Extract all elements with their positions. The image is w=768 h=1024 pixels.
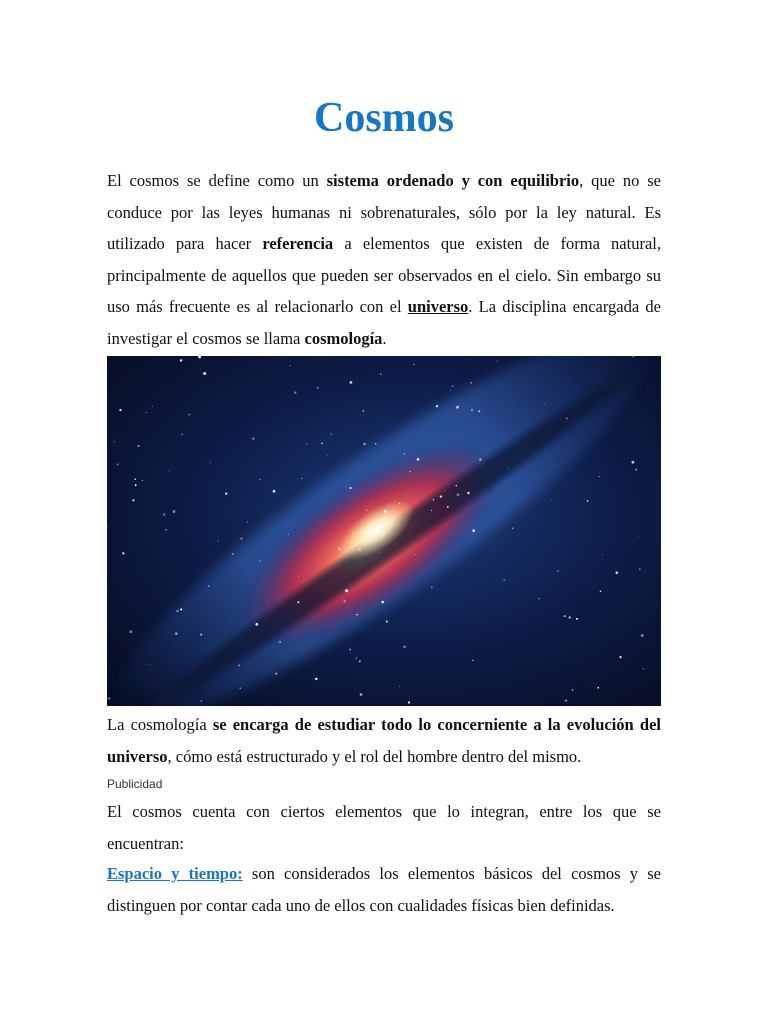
text: , cómo está estructurado y el rol del hombre dentro del mismo. xyxy=(167,746,582,766)
star xyxy=(350,487,352,489)
star xyxy=(440,495,442,497)
text: El cosmos se define como un xyxy=(107,171,327,190)
star xyxy=(415,554,416,555)
star xyxy=(472,660,473,661)
star xyxy=(431,510,432,511)
star xyxy=(447,506,449,508)
star xyxy=(403,645,406,648)
star xyxy=(539,598,540,599)
star xyxy=(355,658,357,660)
star xyxy=(576,618,578,620)
text: son considerados los elementos básicos del cosmos y se distinguen por contar cada uno de ellos con cualidades físicas bien definidas. xyxy=(107,864,661,915)
star xyxy=(512,528,513,529)
space-time-link[interactable]: Espacio y tiempo: xyxy=(107,864,243,883)
star xyxy=(632,461,635,464)
star xyxy=(132,499,134,501)
star xyxy=(317,387,319,389)
star xyxy=(238,664,240,666)
star xyxy=(381,601,384,604)
star xyxy=(349,381,352,384)
star xyxy=(404,453,406,455)
star xyxy=(259,479,261,481)
star xyxy=(470,382,472,384)
star xyxy=(122,552,124,554)
ad-label: Publicidad xyxy=(107,777,163,791)
star xyxy=(252,438,254,440)
star xyxy=(345,589,348,592)
star xyxy=(270,705,271,706)
star xyxy=(564,615,566,617)
star xyxy=(399,686,400,687)
star xyxy=(508,468,509,469)
star xyxy=(301,478,302,479)
star xyxy=(479,458,482,461)
star xyxy=(176,610,179,613)
star xyxy=(566,418,568,420)
star xyxy=(298,576,299,577)
star xyxy=(255,623,258,626)
star xyxy=(433,499,434,500)
star xyxy=(119,409,121,411)
star xyxy=(619,656,621,658)
star xyxy=(240,538,242,540)
star xyxy=(600,590,602,592)
star xyxy=(399,503,400,504)
text: La cosmología xyxy=(107,715,213,734)
galaxy-image xyxy=(107,356,661,706)
star xyxy=(359,660,361,662)
star xyxy=(456,406,459,409)
star xyxy=(180,608,182,610)
star xyxy=(180,359,182,361)
star xyxy=(273,490,276,493)
star xyxy=(497,361,498,362)
star xyxy=(315,678,317,680)
text: . xyxy=(382,328,387,348)
star xyxy=(306,443,307,444)
star xyxy=(169,470,170,471)
star xyxy=(504,579,505,580)
bold-term: cosmología xyxy=(304,328,383,348)
star xyxy=(338,547,340,549)
star xyxy=(417,458,420,461)
star xyxy=(189,414,190,415)
bold-term: se encarga de estudiar todo lo concerniente a la evolución del universo xyxy=(107,715,661,766)
star xyxy=(456,485,457,486)
star xyxy=(358,548,361,551)
star xyxy=(172,510,175,513)
star xyxy=(363,443,366,446)
page-title: Cosmos xyxy=(313,95,454,141)
star xyxy=(165,529,167,531)
star xyxy=(290,365,291,366)
star xyxy=(297,601,299,603)
star xyxy=(587,500,589,502)
star xyxy=(638,536,639,537)
star xyxy=(200,369,201,370)
paragraph-space-time xyxy=(107,858,661,921)
star xyxy=(616,571,619,574)
star xyxy=(108,697,110,699)
star xyxy=(288,534,289,535)
star xyxy=(203,372,206,375)
star xyxy=(565,699,567,701)
star xyxy=(275,673,277,675)
star xyxy=(598,476,599,477)
paragraph-cosmology xyxy=(107,709,661,772)
star xyxy=(360,693,363,696)
star xyxy=(349,649,351,651)
star xyxy=(551,500,552,501)
star xyxy=(378,552,379,553)
star xyxy=(641,634,644,637)
star xyxy=(343,600,345,602)
bold-term: referencia xyxy=(262,234,334,253)
star xyxy=(467,492,469,494)
star xyxy=(445,490,446,491)
star xyxy=(469,358,470,359)
star xyxy=(330,433,332,435)
paragraph-definition xyxy=(107,165,661,354)
star xyxy=(431,586,433,588)
star xyxy=(457,493,460,496)
star xyxy=(149,664,150,665)
star xyxy=(254,690,255,691)
star xyxy=(142,480,143,481)
star xyxy=(163,513,165,515)
star xyxy=(146,412,147,413)
star xyxy=(352,533,353,534)
star xyxy=(384,510,387,513)
star xyxy=(635,469,637,471)
star xyxy=(597,687,599,689)
star xyxy=(260,560,261,561)
star xyxy=(240,687,241,688)
star xyxy=(362,410,364,412)
star xyxy=(544,403,545,404)
star xyxy=(201,700,203,702)
paragraph-elements: El cosmos cuenta con ciertos elementos que lo integran, entre los que se encuentran: xyxy=(107,802,661,853)
star xyxy=(557,570,559,572)
star xyxy=(327,455,328,456)
star xyxy=(452,385,454,387)
star xyxy=(152,406,153,407)
star xyxy=(217,540,219,542)
star xyxy=(279,641,281,643)
star xyxy=(294,392,296,394)
star xyxy=(232,553,234,555)
star xyxy=(375,443,377,445)
star xyxy=(117,463,119,465)
star xyxy=(386,620,388,622)
star xyxy=(225,493,227,495)
star xyxy=(138,445,140,447)
star xyxy=(413,364,415,366)
star xyxy=(371,501,372,502)
star xyxy=(408,701,410,703)
star xyxy=(410,471,411,472)
star xyxy=(478,410,480,412)
star xyxy=(181,434,183,436)
star xyxy=(321,443,322,444)
star xyxy=(208,585,209,586)
universe-term: universo xyxy=(407,297,469,316)
text: a elementos que existen de forma natural, principalmente de aquellos que pueden ser observados en el cielo. Sin embargo su uso más frecuente es al relacionarlo con el xyxy=(107,234,661,316)
star xyxy=(380,373,381,374)
star xyxy=(602,554,603,555)
star xyxy=(471,409,473,411)
star xyxy=(135,484,137,486)
star xyxy=(175,632,178,635)
star xyxy=(436,405,438,407)
star xyxy=(450,390,451,391)
star xyxy=(210,462,211,463)
text: . La disciplina encargada de investigar el cosmos se llama xyxy=(107,297,661,348)
star xyxy=(639,568,641,570)
bold-term: sistema ordenado y con equilibrio xyxy=(326,171,580,190)
star xyxy=(247,521,248,522)
star xyxy=(569,616,571,618)
star xyxy=(114,441,115,442)
star xyxy=(352,548,353,549)
text: , que no se conduce por las leyes humanas ni sobrenaturales, sólo por la ley natural. Es utilizado para hacer xyxy=(107,171,662,253)
star xyxy=(472,529,475,532)
star xyxy=(366,509,368,511)
star xyxy=(134,478,136,480)
star xyxy=(572,689,574,691)
star xyxy=(643,668,644,669)
star xyxy=(200,634,202,636)
star xyxy=(129,630,132,633)
star xyxy=(356,614,358,616)
